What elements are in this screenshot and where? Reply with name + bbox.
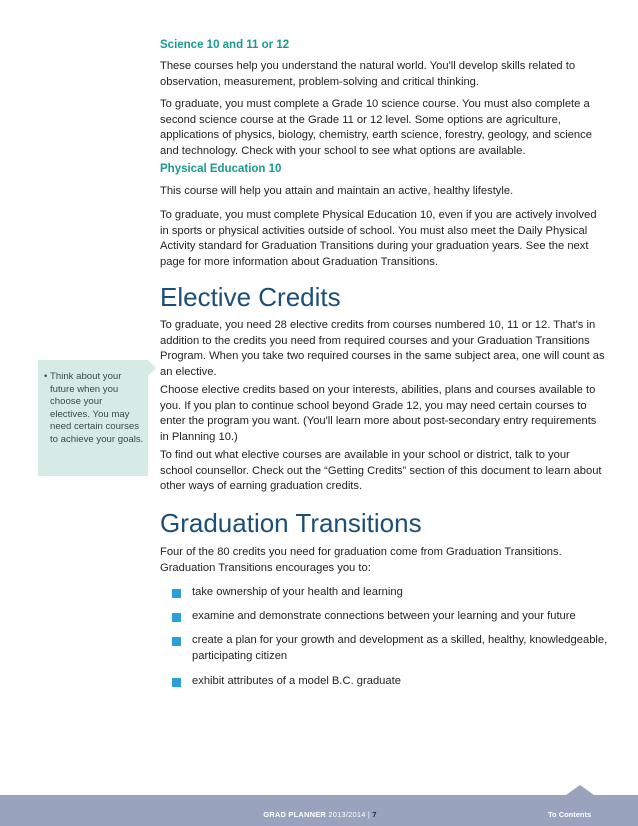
footer-separator: | bbox=[367, 810, 371, 819]
science-heading: Science 10 and 11 or 12 bbox=[160, 39, 290, 51]
page-number: 7 bbox=[372, 810, 377, 819]
pe-paragraph-2: To graduate, you must complete Physical Education 10, even if you are actively involved in sports or physical activities outside of school. You must also meet the Daily Physical Activity standard for Graduation Transitions during your graduation years. See the next page for more information about Graduation Transitions. bbox=[160, 209, 597, 268]
footer-page-info bbox=[240, 810, 400, 819]
bullet-square-icon bbox=[172, 678, 181, 687]
footer-year: 2013/2014 bbox=[328, 810, 366, 819]
elective-credits-heading: Elective Credits bbox=[160, 282, 341, 312]
sidebar-pointer-icon bbox=[148, 360, 156, 376]
bullet-square-icon bbox=[172, 589, 181, 598]
list-item-text: create a plan for your growth and development as a skilled, healthy, knowledgeable, participating citizen bbox=[192, 634, 608, 662]
pe-paragraph-1: This course will help you attain and maintain an active, healthy lifestyle. bbox=[160, 185, 514, 197]
pe-heading: Physical Education 10 bbox=[160, 163, 282, 175]
footer-title: GRAD PLANNER bbox=[263, 810, 327, 819]
list-item-text: examine and demonstrate connections between your learning and your future bbox=[192, 610, 576, 622]
graduation-transitions-heading: Graduation Transitions bbox=[160, 508, 422, 538]
sidebar-callout bbox=[38, 360, 148, 476]
sidebar-bullet: • bbox=[44, 371, 48, 382]
sidebar-note-text: Think about your future when you choose your electives. You may need certain courses to achieve your goals. bbox=[50, 371, 144, 445]
elective-paragraph-1: To graduate, you need 28 elective credits from courses numbered 10, 11 or 12. That's in addition to the credits you need from required courses and your Graduation Transitions Program. When you take two required courses in the same subject area, one will count as an elective. bbox=[160, 319, 605, 378]
bullet-square-icon bbox=[172, 637, 181, 646]
to-contents-tab-icon bbox=[566, 785, 594, 795]
list-item-text: exhibit attributes of a model B.C. graduate bbox=[192, 675, 401, 687]
elective-paragraph-2: Choose elective credits based on your interests, abilities, plans and courses available to you. If you plan to continue school beyond Grade 12, you may need certain courses to enter the program you want. (You'll learn more about post-secondary entry requirements in Planning 10.) bbox=[160, 384, 597, 443]
science-paragraph-2: To graduate, you must complete a Grade 10 science course. You must also complete a second science course at the Grade 11 or 12 level. Some options are agriculture, applications of physics, biology, chemistry, earth science, forestry, geology, and science and technology. Check with your school to see what options are available. bbox=[160, 98, 592, 157]
bullet-square-icon bbox=[172, 613, 181, 622]
transitions-paragraph-1: Four of the 80 credits you need for graduation come from Graduation Transitions. Graduation Transitions encourages you to: bbox=[160, 546, 562, 574]
to-contents-link[interactable]: To Contents bbox=[548, 810, 592, 819]
list-item-text: take ownership of your health and learning bbox=[192, 586, 403, 598]
elective-paragraph-3: To find out what elective courses are available in your school or district, talk to your school counsellor. Check out the “Getting Credits” section of this document to learn about other ways of earning graduation credits. bbox=[160, 449, 602, 493]
science-paragraph-1: These courses help you understand the natural world. You'll develop skills related to observation, measurement, problem-solving and critical thinking. bbox=[160, 60, 576, 88]
